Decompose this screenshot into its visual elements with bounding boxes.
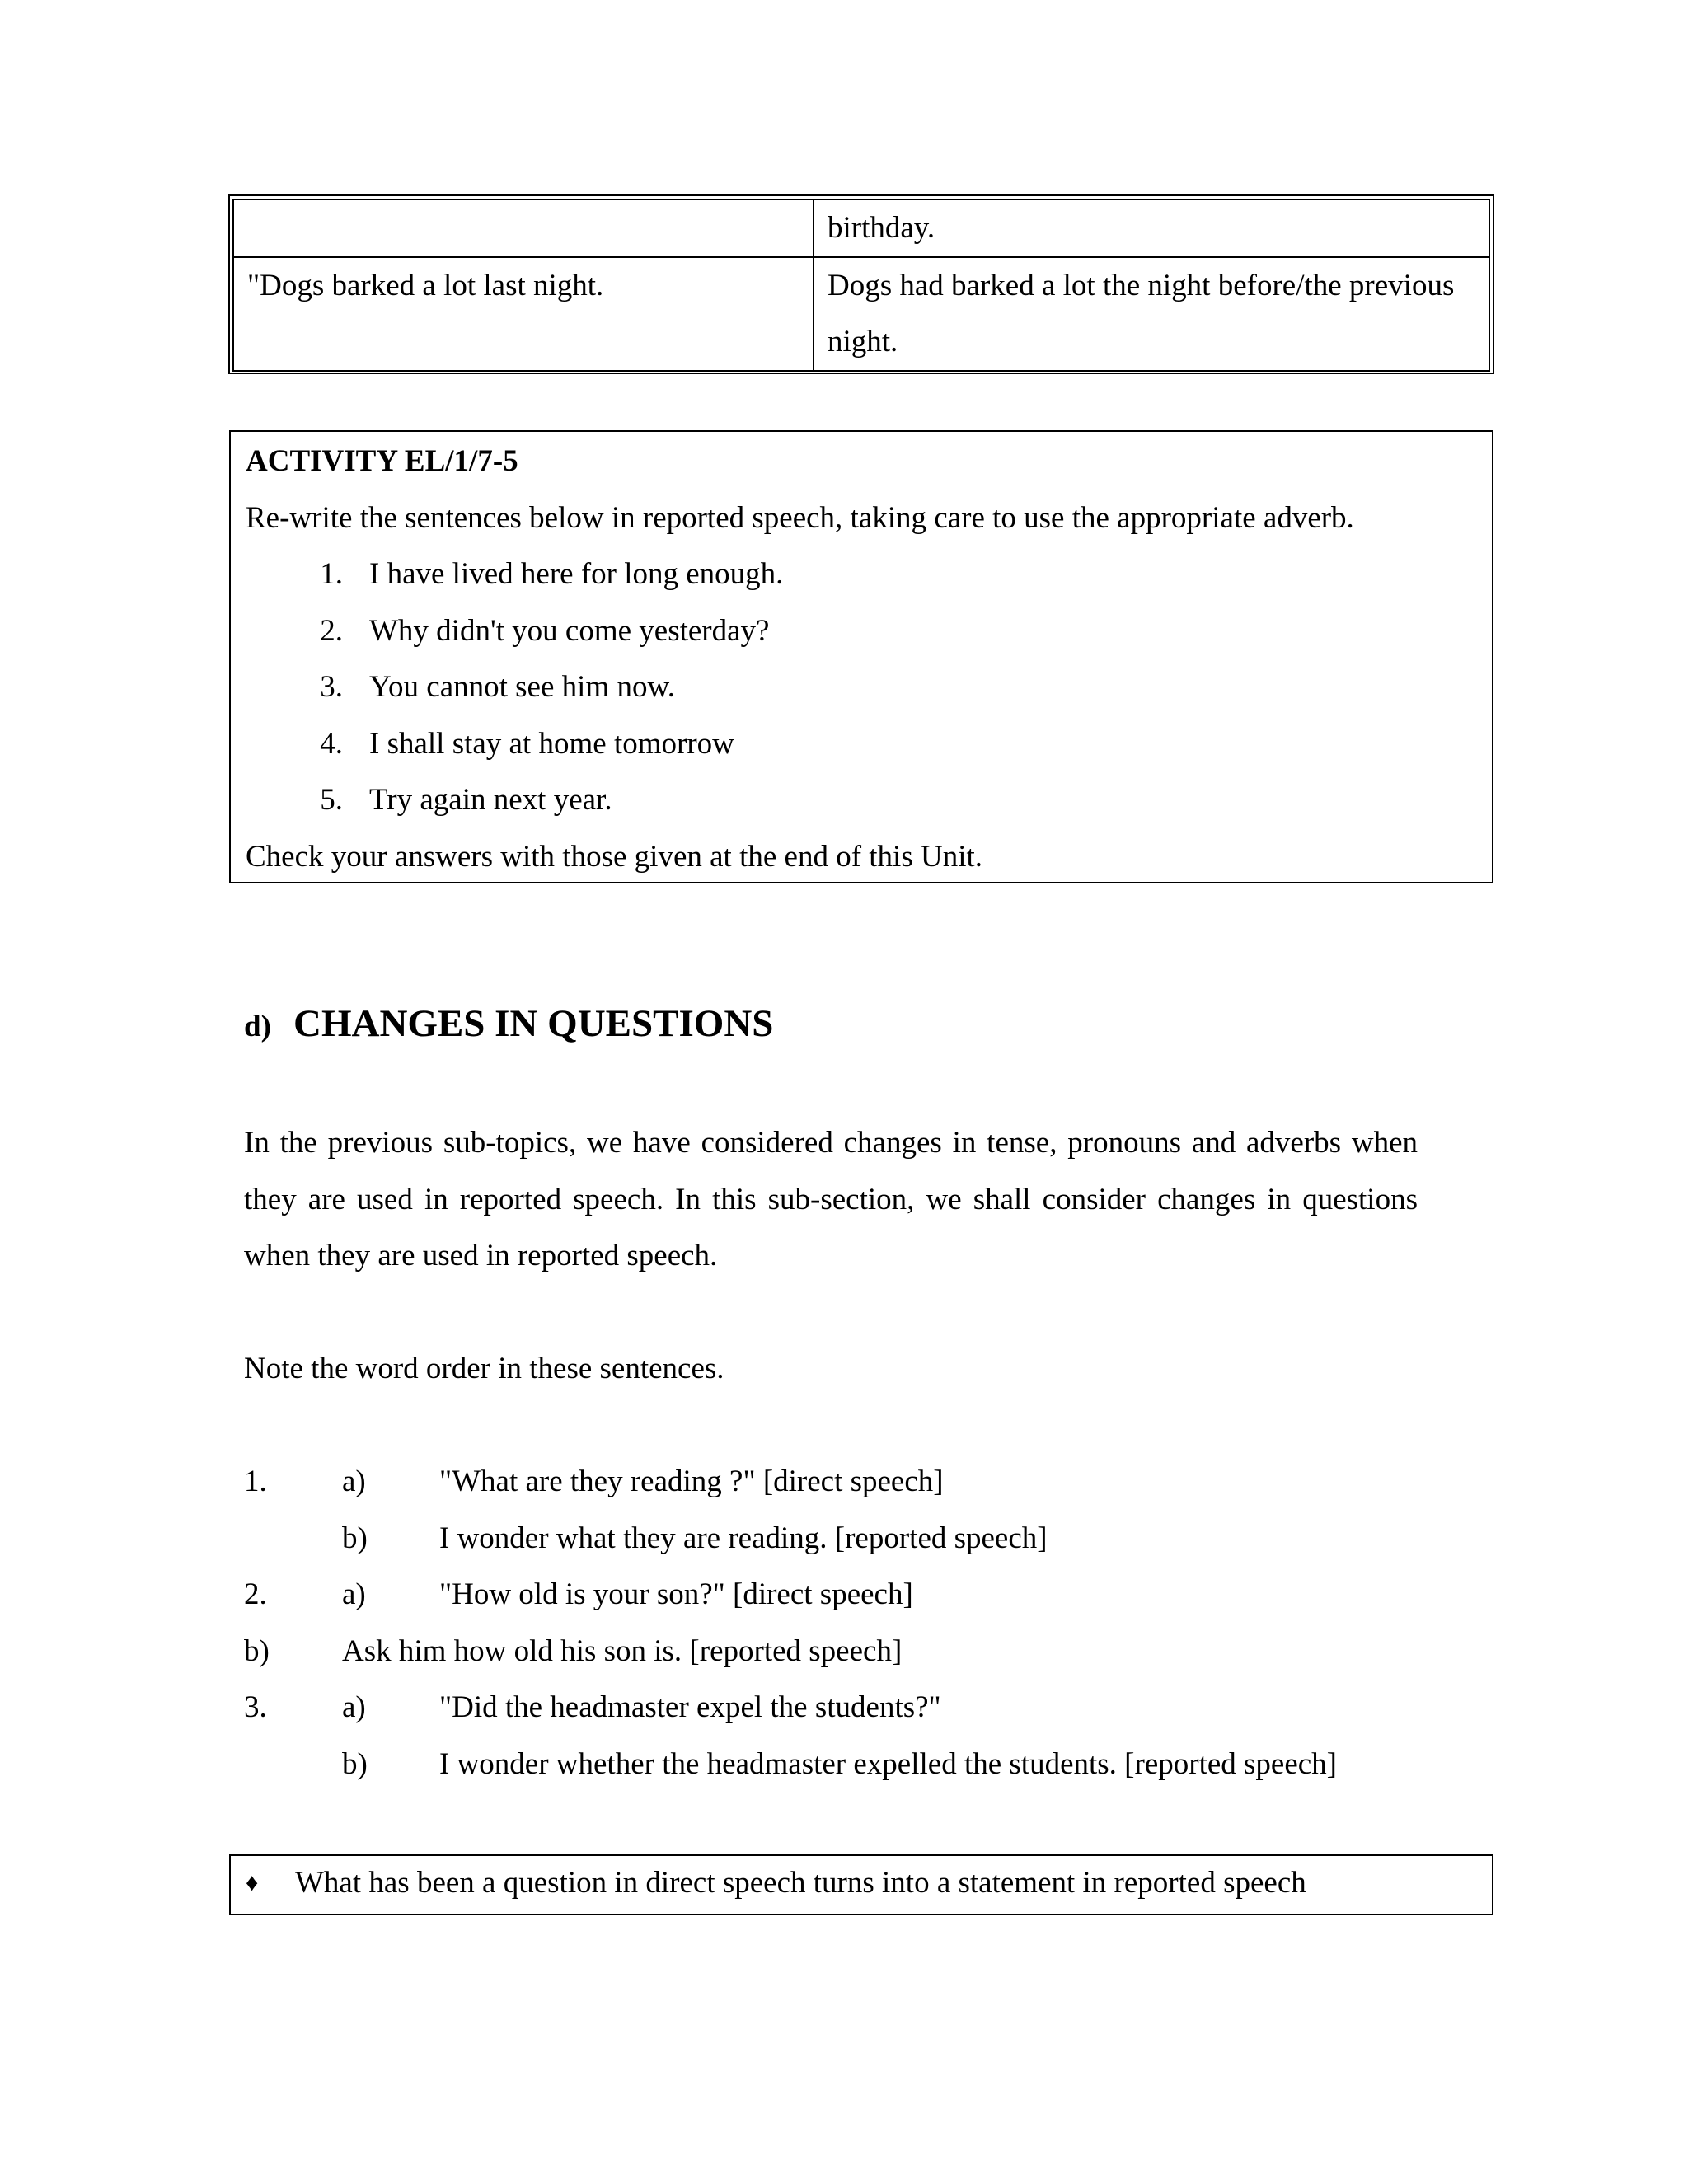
item-number: 2.: [320, 613, 343, 648]
example-row: [244, 1624, 1480, 1680]
item-number: 3.: [320, 670, 343, 704]
item-number: 4.: [320, 726, 343, 761]
example-text: I wonder whether the headmaster expelled the students. [reported speech]: [439, 1746, 1338, 1781]
list-item: [246, 659, 1477, 716]
item-text: Try again next year.: [369, 783, 612, 817]
reported-speech-cell: birthday.: [814, 199, 1489, 257]
example-number: b): [244, 1633, 270, 1668]
list-item: [246, 546, 1477, 603]
table-row: [233, 257, 1489, 371]
reported-speech-cell: Dogs had barked a lot the night before/the previous night.: [814, 257, 1489, 371]
key-point-text: What has been a question in direct speech turns into a statement in reported speech: [295, 1866, 1306, 1900]
intro-paragraph: In the previous sub-topics, we have considered changes in tense, pronouns and adverbs when they are used in reported speech. In this sub-section, we shall consider changes in questions when they are used in reported speech.: [244, 1126, 1418, 1272]
activity-footer: Check your answers with those given at the end of this Unit.: [246, 839, 982, 874]
direct-speech-cell: "Dogs barked a lot last night.: [233, 257, 814, 371]
examples-list: [244, 1454, 1480, 1793]
example-sub-label: a): [342, 1690, 366, 1724]
item-text: I shall stay at home tomorrow: [369, 726, 734, 761]
example-text: "Did the headmaster expel the students?": [439, 1690, 941, 1724]
example-sub-label: a): [342, 1577, 366, 1611]
table-row: [233, 199, 1489, 257]
example-text: I wonder what they are reading. [reported speech]: [439, 1521, 1048, 1555]
activity-instruction: Re-write the sentences below in reported speech, taking care to use the appropriate adverb.: [246, 500, 1354, 535]
example-row: [244, 1511, 1480, 1568]
activity-box: [229, 430, 1493, 883]
item-text: You cannot see him now.: [369, 670, 676, 704]
example-number: 2.: [244, 1577, 267, 1611]
example-row: [244, 1454, 1480, 1511]
item-text: Why didn't you come yesterday?: [369, 613, 770, 648]
list-item: [246, 716, 1477, 773]
activity-list: [246, 546, 1477, 829]
example-row: [244, 1567, 1480, 1624]
example-sub-label: a): [342, 1465, 366, 1498]
section-letter: d): [244, 1010, 271, 1043]
item-number: 1.: [320, 557, 343, 591]
example-sub-label: b): [342, 1521, 368, 1555]
item-text: I have lived here for long enough.: [369, 557, 784, 591]
list-item: [246, 772, 1477, 829]
activity-title: ACTIVITY EL/1/7-5: [246, 444, 518, 478]
example-text: "What are they reading ?" [direct speech]: [439, 1465, 944, 1498]
example-sub-label: b): [342, 1746, 368, 1781]
item-number: 5.: [320, 783, 343, 817]
example-sub-label: Ask him how old his son is. [reported speech]: [342, 1633, 903, 1668]
diamond-bullet-icon: ♦: [246, 1869, 259, 1896]
section-heading: [244, 1001, 773, 1046]
example-number: 3.: [244, 1690, 267, 1724]
word-order-note: Note the word order in these sentences.: [244, 1352, 724, 1385]
list-item: [246, 603, 1477, 660]
example-row: [244, 1680, 1480, 1736]
example-number: 1.: [244, 1465, 267, 1498]
example-text: "How old is your son?" [direct speech]: [439, 1577, 913, 1611]
section-title: CHANGES IN QUESTIONS: [293, 1002, 774, 1045]
direct-speech-cell: [233, 199, 814, 257]
key-point-box: [229, 1854, 1493, 1915]
adverb-change-table: [228, 194, 1494, 374]
example-row: [244, 1736, 1480, 1793]
